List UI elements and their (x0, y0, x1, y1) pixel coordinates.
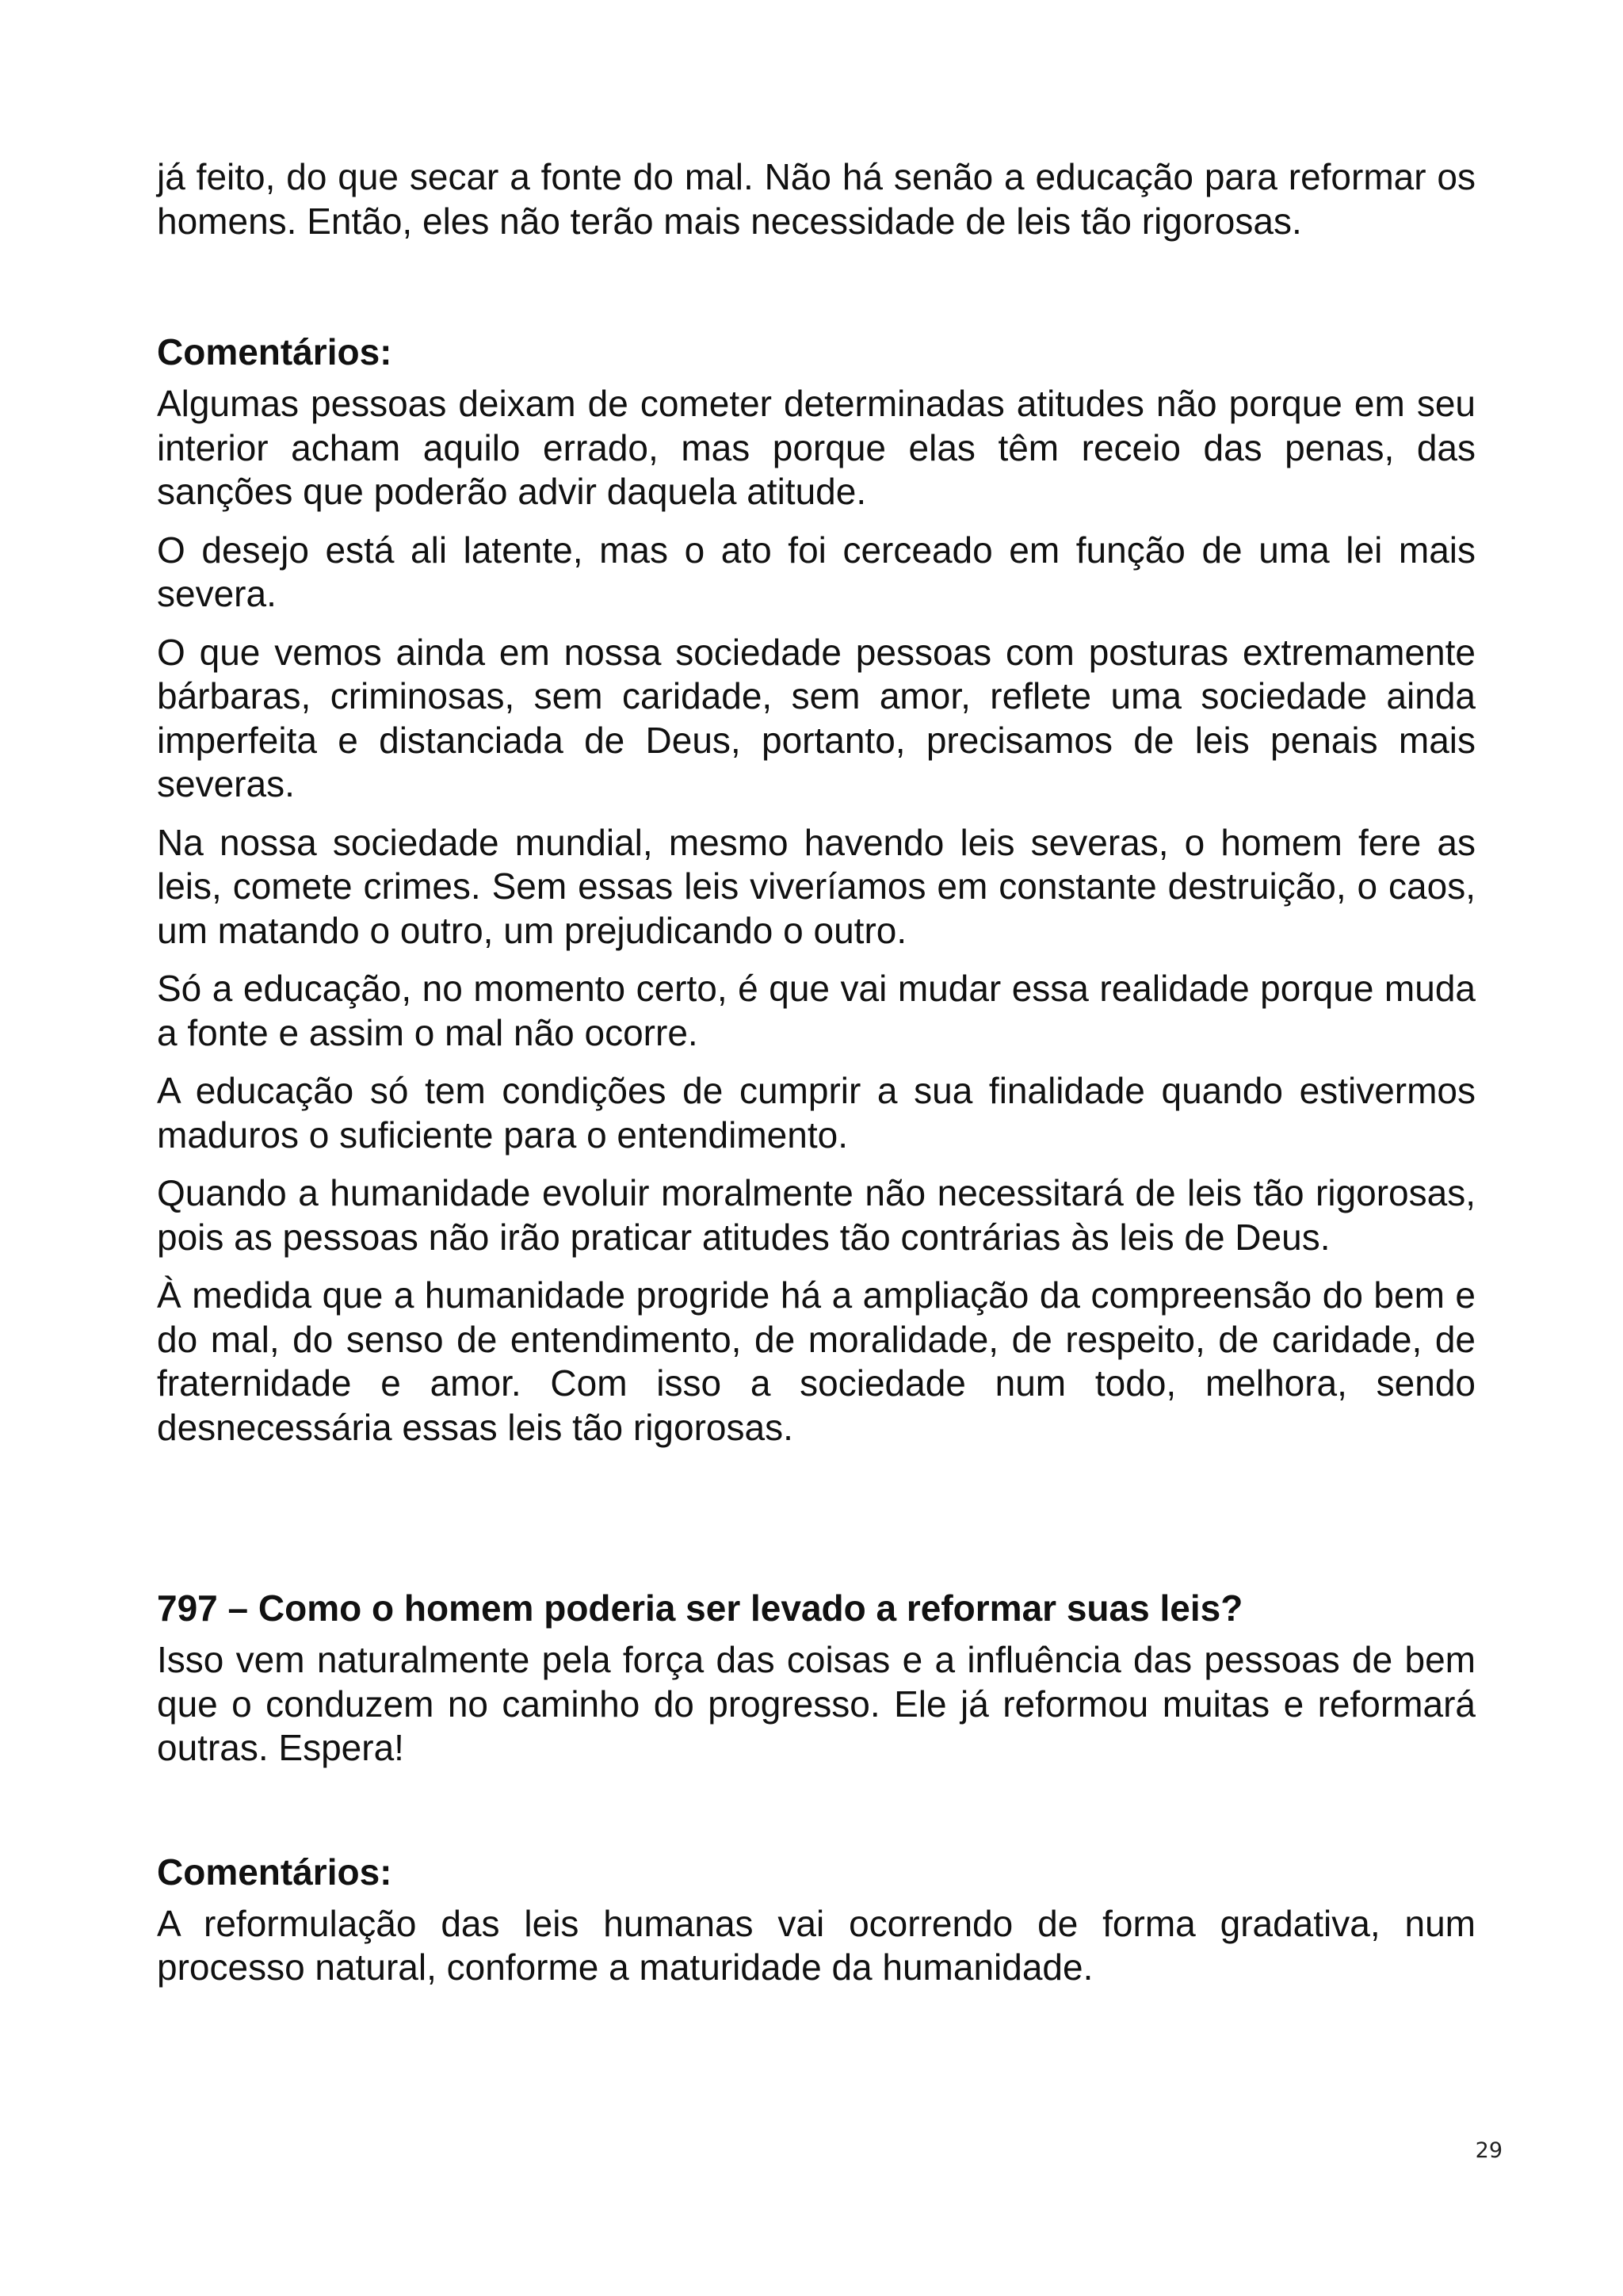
intro-paragraph: já feito, do que secar a fonte do mal. Não há senão a educação para reformar os homens. Então, eles não terão mais necessidade de leis tão rigorosas. (157, 156, 1476, 242)
comment-paragraph-final: A reformulação das leis humanas vai ocorrendo de forma gradativa, num processo natural, conforme a maturidade da humanidade. (157, 1902, 1476, 1988)
comment-paragraph: A educação só tem condições de cumprir a sua finalidade quando estivermos maduros o suficiente para o entendimento. (157, 1070, 1476, 1156)
spacer (157, 1450, 1476, 1586)
comment-paragraph: Quando a humanidade evoluir moralmente não necessitará de leis tão rigorosas, pois as pessoas não irão praticar atitudes tão contrárias às leis de Deus. (157, 1172, 1476, 1258)
comment-paragraph: Na nossa sociedade mundial, mesmo havendo leis severas, o homem fere as leis, comete crimes. Sem essas leis viveríamos em constante destruição, o caos, um matando o outro, um prejudicando o outro. (157, 821, 1476, 951)
comments-heading-2: Comentários: (157, 1851, 392, 1893)
comments-section-1 (157, 382, 1476, 1450)
comment-paragraph: Só a educação, no momento certo, é que vai mudar essa realidade porque muda a fonte e assim o mal não ocorre. (157, 968, 1476, 1053)
spacer (157, 1771, 1476, 1850)
question-answer: Isso vem naturalmente pela força das coisas e a influência das pessoas de bem que o conduzem no caminho do progresso. Ele já reformou muitas e reformará outras. Espera! (157, 1639, 1476, 1768)
question-heading: 797 – Como o homem poderia ser levado a reformar suas leis? (157, 1587, 1243, 1629)
spacer (157, 243, 1476, 330)
comment-paragraph: Algumas pessoas deixam de cometer determinadas atitudes não porque em seu interior acham aquilo errado, mas porque elas têm receio das penas, das sanções que poderão advir daquela atitude. (157, 383, 1476, 512)
comment-paragraph: O desejo está ali latente, mas o ato foi cerceado em função de uma lei mais severa. (157, 529, 1476, 614)
document-page (157, 155, 1476, 2004)
comment-paragraph: À medida que a humanidade progride há a ampliação da compreensão do bem e do mal, do senso de entendimento, de moralidade, de respeito, de caridade, de fraternidade e amor. Com isso a sociedade num todo, melhora, sendo desnecessária essas leis tão rigorosas. (157, 1274, 1476, 1448)
page-number: 29 (1475, 2138, 1503, 2163)
comment-paragraph: O que vemos ainda em nossa sociedade pessoas com posturas extremamente bárbaras, criminosas, sem caridade, sem amor, reflete uma sociedade ainda imperfeita e distanciada de Deus, portanto, precisamos de leis penais mais severas. (157, 631, 1476, 804)
comments-heading-1: Comentários: (157, 331, 392, 372)
